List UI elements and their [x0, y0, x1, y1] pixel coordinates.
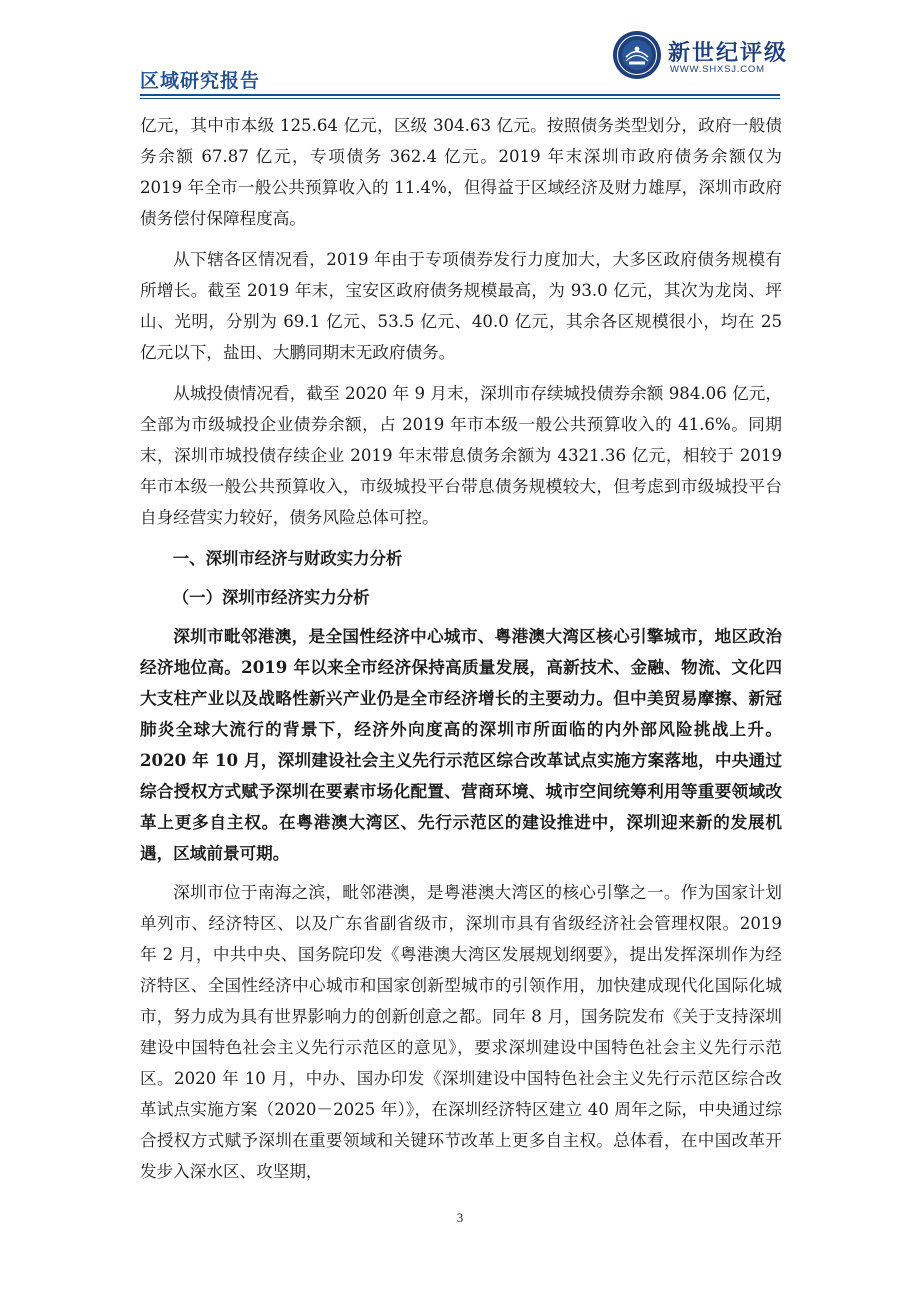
page-header	[0, 0, 920, 100]
subsection-heading-1-1: （一）深圳市经济实力分析	[172, 588, 370, 607]
paragraph-economic-summary: 深圳市毗邻港澳，是全国性经济中心城市、粤港澳大湾区核心引擎城市，地区政治经济地位高。2019 年以来全市经济保持高质量发展，高新技术、金融、物流、文化四大支柱产业以及战略性新兴产业仍是全市经济增长的主要动力。但中美贸易摩擦、新冠肺炎全球大流行的背景下，经济外向度高的深圳市所面临的内外部风险挑战上升。2020 年 10 月，深圳建设社会主义先行示范区综合改革试点实施方案落地，中央通过综合授权方式赋予深圳在要素市场化配置、营商环境、城市空间统筹利用等重要领域改革上更多自主权。在粤港澳大湾区、先行示范区的建设推进中，深圳迎来新的发展机遇，区域前景可期。	[140, 626, 782, 863]
paragraph-location-policy: 深圳市位于南海之滨，毗邻港澳，是粤港澳大湾区的核心引擎之一。作为国家计划单列市、经济特区、以及广东省副省级市，深圳市具有省级经济社会管理权限。2019 年 2 月，中共中央、国务院印发《粤港澳大湾区发展规划纲要》，提出发挥深圳作为经济特区、全国性经济中心城市和国家创新型城市的引领作用，加快建成现代化国际化城市，努力成为具有世界影响力的创新创意之都。同年 8 月，国务院发布《关于支持深圳建设中国特色社会主义先行示范区的意见》，要求深圳建设中国特色社会主义先行示范区。2020 年 10 月，中办、国办印发《深圳建设中国特色社会主义先行示范区综合改革试点实施方案（2020－2025 年）》，在深圳经济特区建立 40 周年之际，中央通过综合授权方式赋予深圳在重要领域和关键环节改革上更多自主权。总体看，在中国改革开发步入深水区、攻坚期，	[140, 883, 782, 1181]
header-rule-thin	[140, 98, 780, 99]
company-logo-emblem-icon	[612, 30, 662, 80]
page-number: 3	[456, 1210, 464, 1225]
report-type-label: 区域研究报告	[140, 70, 261, 92]
header-rule-thick	[140, 94, 780, 96]
document-body	[140, 110, 782, 1187]
paragraph-government-debt: 亿元，其中市本级 125.64 亿元，区级 304.63 亿元。按照债务类型划分，政府一般债务余额 67.87 亿元，专项债务 362.4 亿元。2019 年末深圳市政府债务余额仅为 2019 年全市一般公共预算收入的 11.4%，但得益于区域经济及财力雄厚，深圳市政府债务偿付保障程度高。	[140, 116, 782, 228]
section-heading-1: 一、深圳市经济与财政实力分析	[172, 549, 403, 568]
company-logo-name: 新世纪评级	[668, 41, 789, 66]
paragraph-urban-investment-bonds: 从城投债情况看，截至 2020 年 9 月末，深圳市存续城投债券余额 984.06 亿元，全部为市级城投企业债券余额，占 2019 年市本级一般公共预算收入的 41.6%。同期末，深圳市城投债存续企业 2019 年末带息债务余额为 4321.36 亿元，相较于 2019 年市本级一般公共预算收入，市级城投平台带息债务规模较大，但考虑到市级城投平台自身经营实力较好，债务风险总体可控。	[140, 384, 782, 527]
paragraph-district-debt: 从下辖各区情况看，2019 年由于专项债券发行力度加大，大多区政府债务规模有所增长。截至 2019 年末，宝安区政府债务规模最高，为 93.0 亿元，其次为龙岗、坪山、光明，分别为 69.1 亿元、53.5 亿元、40.0 亿元，其余各区规模很小，均在 25 亿元以下，盐田、大鹏同期末无政府债务。	[140, 250, 782, 362]
company-logo-url: WWW.SHXSJ.COM	[670, 64, 765, 75]
